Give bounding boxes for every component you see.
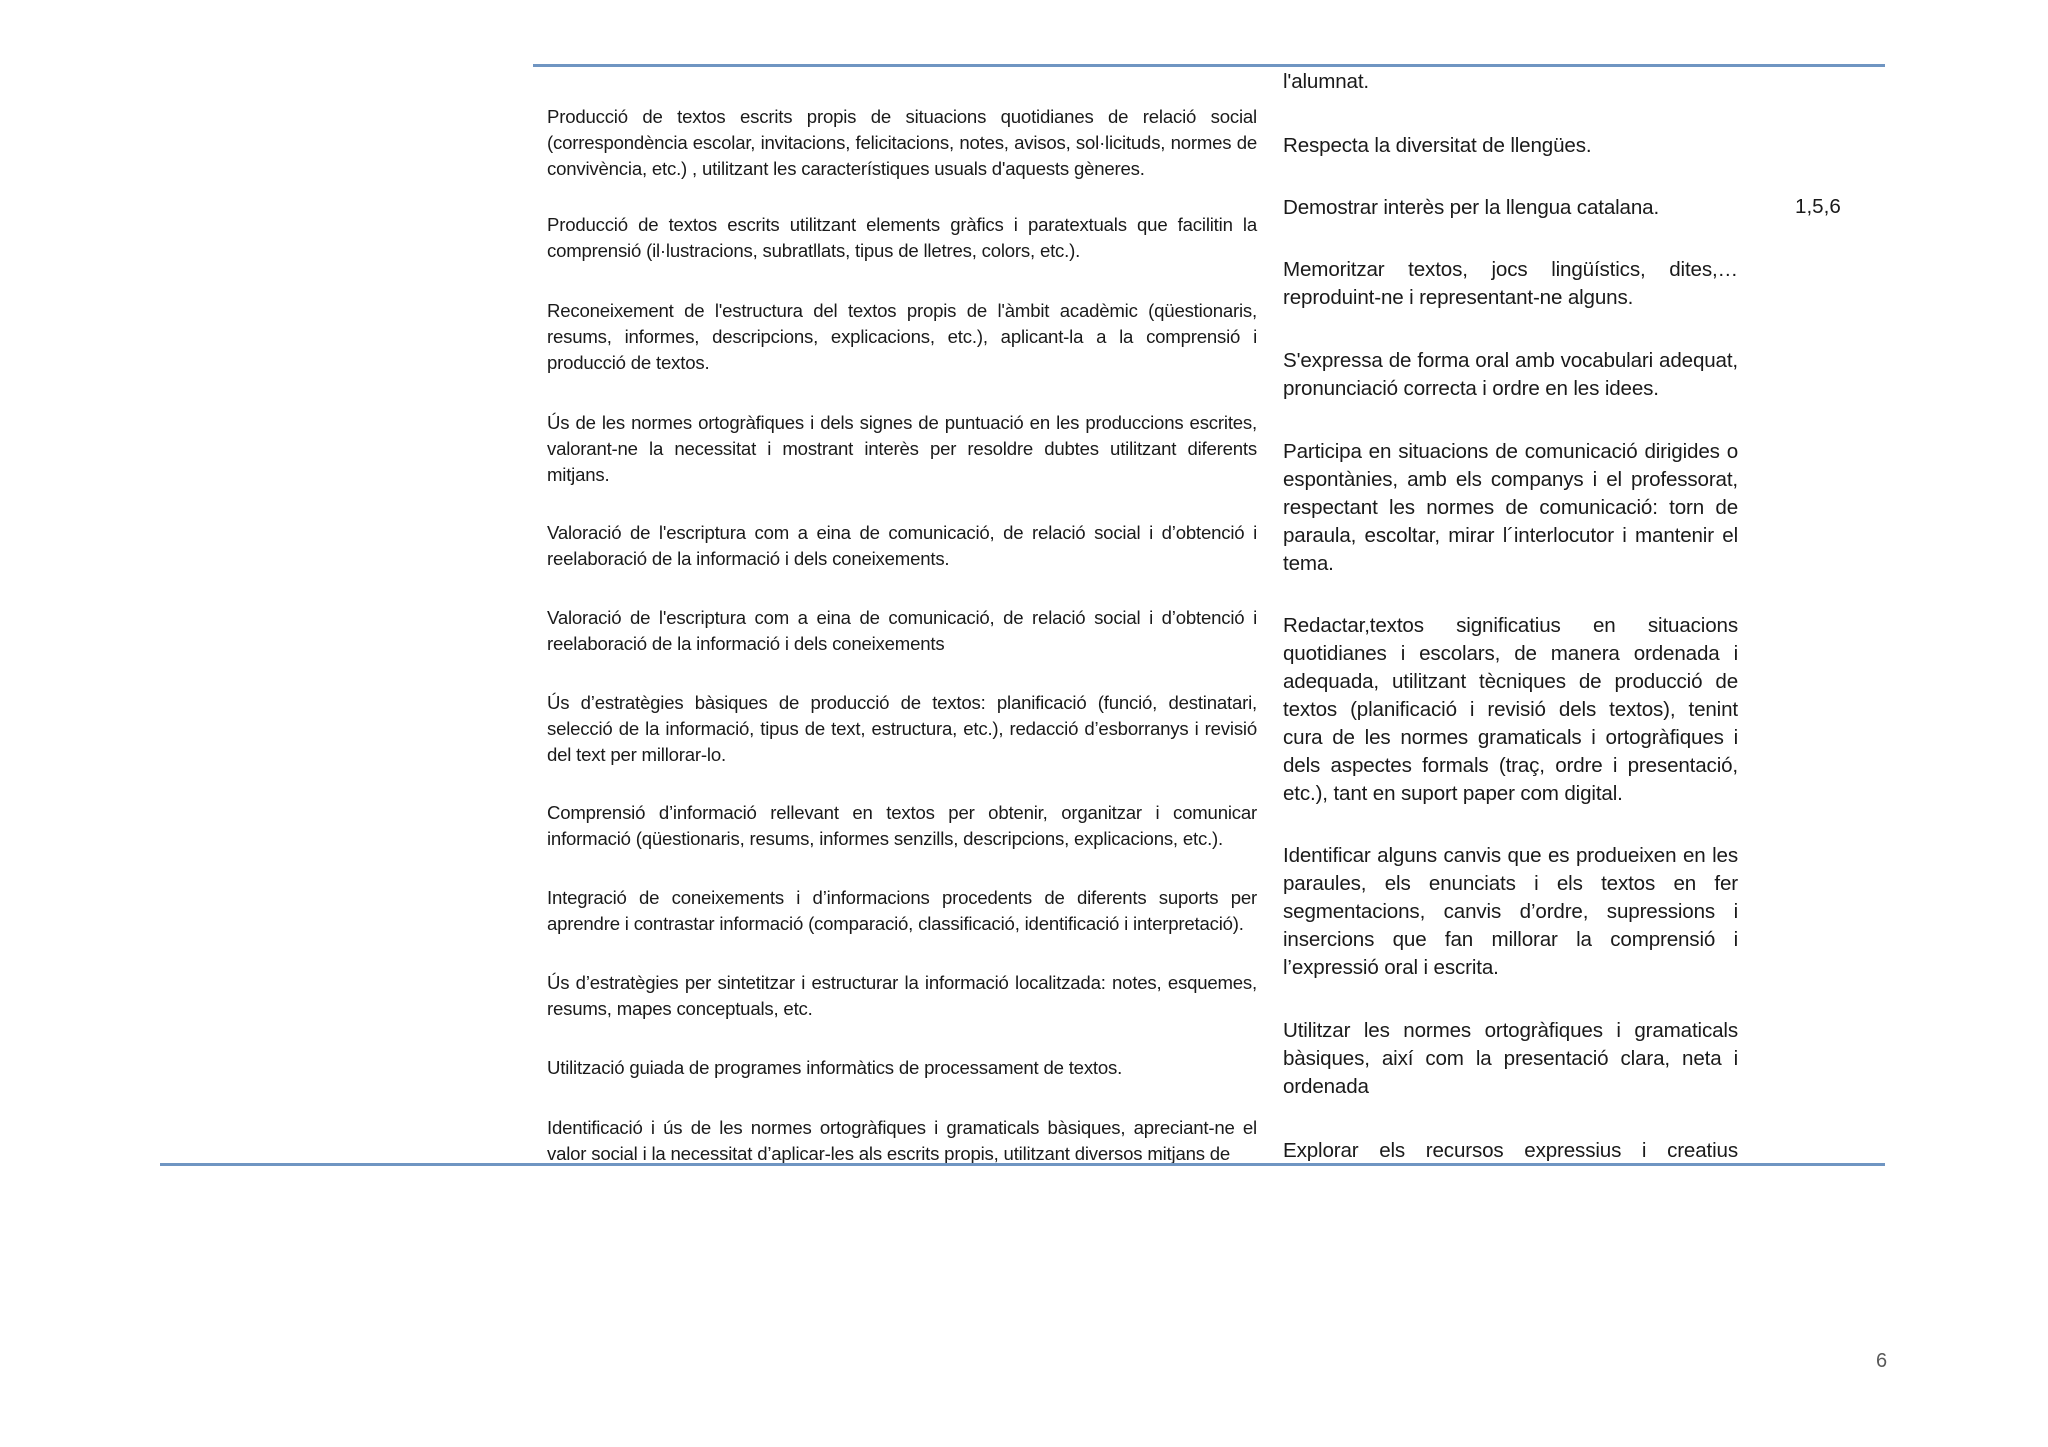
competences-value: 1,5,6 xyxy=(1795,195,1841,218)
content-item: Comprensió d’informació rellevant en textos per obtenir, organitzar i comunicar informació (qüestionaris, resums, informes senzills, descripcions, explicacions, etc.). xyxy=(547,802,1257,849)
criteria-item: Utilitzar les normes ortogràfiques i gramaticals bàsiques, així com la presentació clara, neta i ordenada xyxy=(1283,1019,1738,1098)
criteria-item: Redactar,textos significatius en situacions quotidianes i escolars, de manera ordenada i adequada, utilitzant tècniques de producció de textos (planificació i revisió dels textos), tenint cura de les normes gramaticals i ortogràfiques i dels aspectes formals (traç, ordre i presentació, etc.), tant en suport paper com digital. xyxy=(1283,614,1738,805)
content-item: Integració de coneixements i d’informacions procedents de diferents suports per aprendre i contrastar informació (comparació, classificació, identificació i interpretació). xyxy=(547,887,1257,934)
criteria-item: S'expressa de forma oral amb vocabulari adequat, pronunciació correcta i ordre en les idees. xyxy=(1283,349,1738,400)
table-top-rule xyxy=(533,64,1885,67)
criteria-item: Participa en situacions de comunicació dirigides o espontànies, amb els companys i el professorat, respectant les normes de comunicació: torn de paraula, escoltar, mirar l´interlocutor i mantenir el tema. xyxy=(1283,440,1738,575)
content-item: Reconeixement de l'estructura del textos propis de l'àmbit acadèmic (qüestionaris, resums, informes, descripcions, explicacions, etc.), aplicant-la a la comprensió i producció de textos. xyxy=(547,300,1257,373)
content-item: Ús de les normes ortogràfiques i dels signes de puntuació en les produccions escrites, valorant-ne la necessitat i mostrant interès per resoldre dubtes utilitzant diferents mitjans. xyxy=(547,412,1257,485)
table-bottom-rule xyxy=(160,1163,1885,1166)
content-item: Utilització guiada de programes informàtics de processament de textos. xyxy=(547,1057,1123,1078)
criteria-item: Explorar els recursos expressius i creatius xyxy=(1283,1139,1738,1162)
criteria-item: Identificar alguns canvis que es produeixen en les paraules, els enunciats i els textos en fer segmentacions, canvis d’ordre, supressions i insercions que fan millorar la comprensió i l’expressió oral i escrita. xyxy=(1283,844,1738,979)
content-item: Producció de textos escrits propis de situacions quotidianes de relació social (correspondència escolar, invitacions, felicitacions, notes, avisos, sol·licituds, normes de convivència, etc.) , utilitzant les característiques usuals d'aquests gèneres. xyxy=(547,106,1257,179)
content-item: Ús d’estratègies per sintetitzar i estructurar la informació localitzada: notes, esquemes, resums, mapes conceptuals, etc. xyxy=(547,972,1257,1019)
criteria-item: Memoritzar textos, jocs lingüístics, dites,… reproduint-ne i representant-ne alguns. xyxy=(1283,258,1738,309)
content-item: Producció de textos escrits utilitzant elements gràfics i paratextuals que facilitin la comprensió (il·lustracions, subratllats, tipus de lletres, colors, etc.). xyxy=(547,214,1257,261)
criteria-item: l'alumnat. xyxy=(1283,70,1369,93)
criteria-item: Respecta la diversitat de llengües. xyxy=(1283,134,1592,157)
page-number: 6 xyxy=(1876,1350,1888,1372)
content-item: Identificació i ús de les normes ortogràfiques i gramaticals bàsiques, apreciant-ne el valor social i la necessitat d’aplicar-les als escrits propis, utilitzant diversos mitjans de xyxy=(547,1117,1257,1164)
content-item: Ús d’estratègies bàsiques de producció de textos: planificació (funció, destinatari, selecció de la informació, tipus de text, estructura, etc.), redacció d’esborranys i revisió del text per millorar-lo. xyxy=(547,692,1257,765)
content-item: Valoració de l'escriptura com a eina de comunicació, de relació social i d’obtenció i reelaboració de la informació i dels coneixements xyxy=(547,607,1257,654)
criteria-item: Demostrar interès per la llengua catalana. xyxy=(1283,196,1660,219)
page-bottom-area xyxy=(0,1166,2048,1447)
content-item: Valoració de l'escriptura com a eina de comunicació, de relació social i d’obtenció i reelaboració de la informació i dels coneixements. xyxy=(547,522,1257,569)
